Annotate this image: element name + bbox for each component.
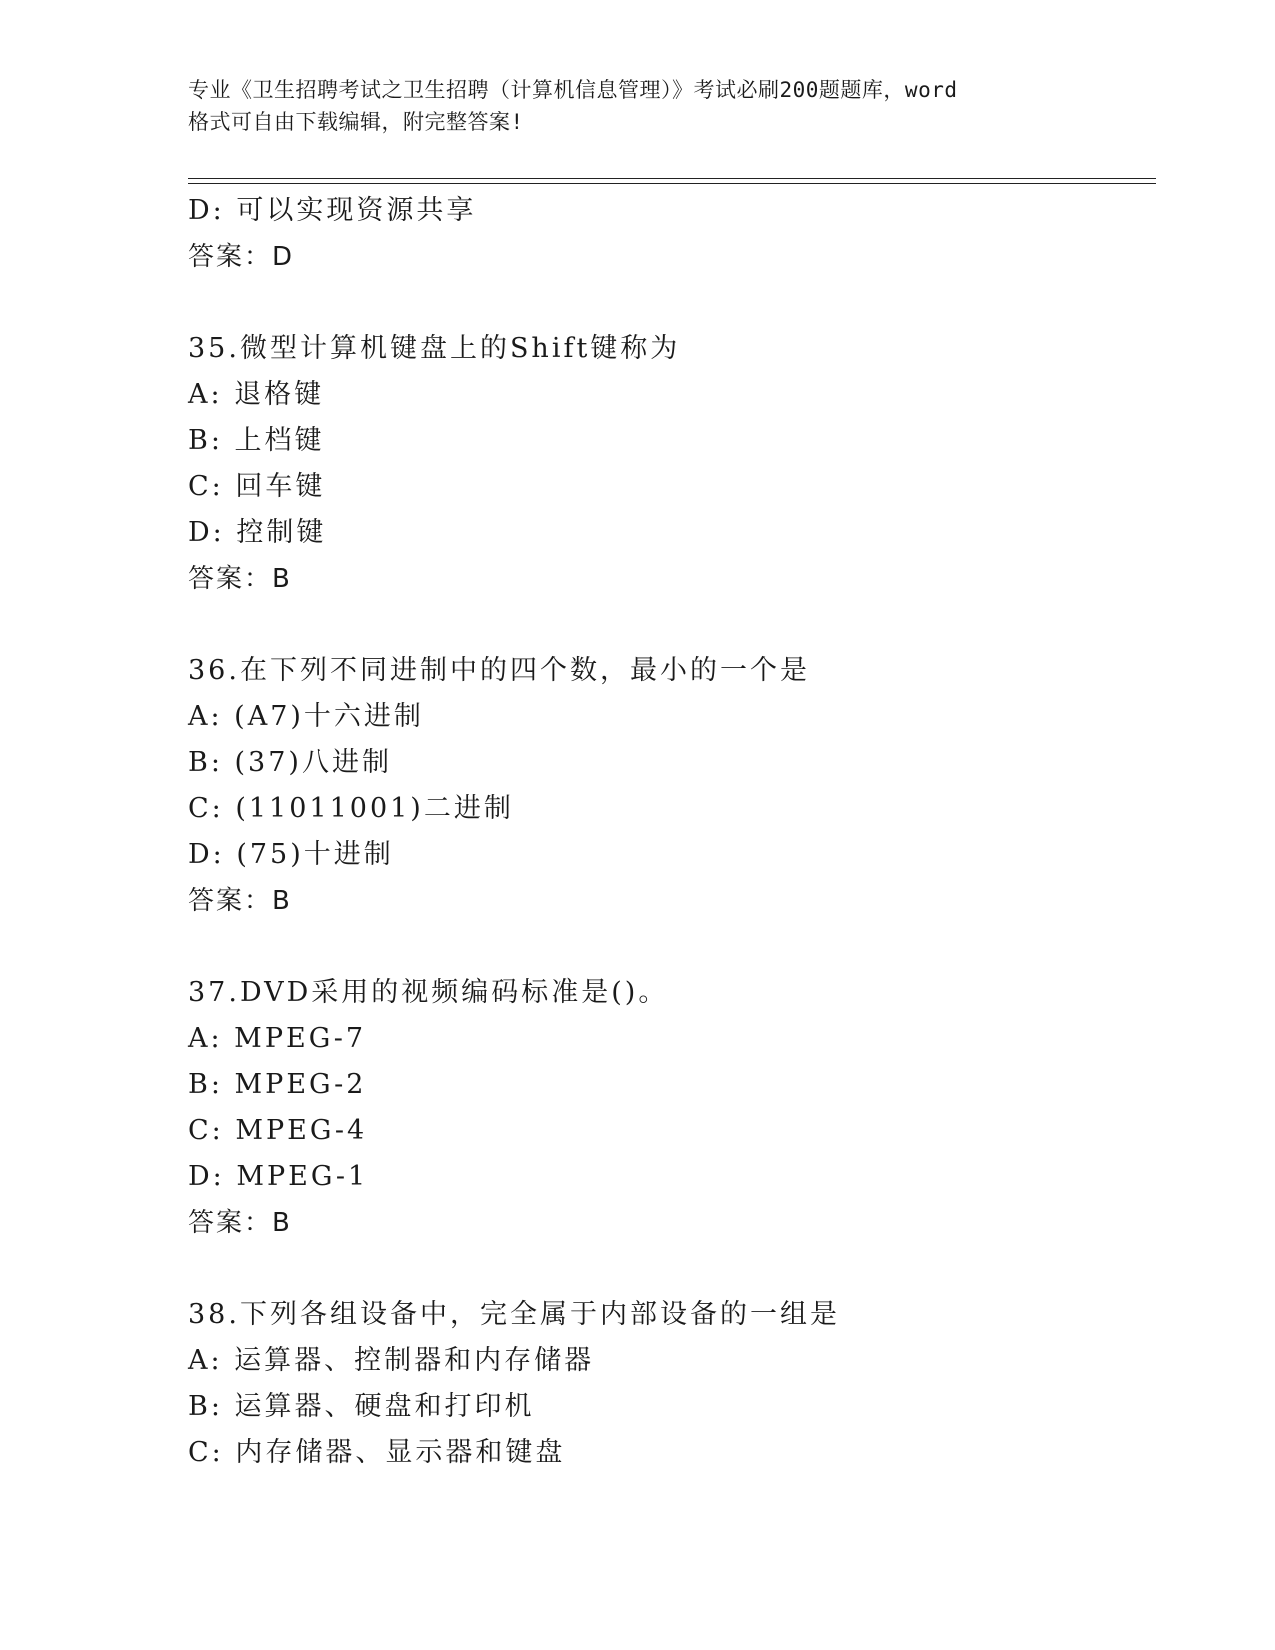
header-divider-bottom — [188, 183, 1156, 184]
answer-line: 答案：B — [188, 886, 292, 916]
option-b: B: 上档键 — [188, 425, 325, 456]
header-divider-top — [188, 178, 1156, 179]
document-header — [188, 74, 1088, 138]
question-block — [188, 648, 1148, 924]
spacer — [188, 280, 1148, 326]
option-a: A: (A7)十六进制 — [188, 701, 424, 732]
option-d: D: MPEG-1 — [188, 1161, 369, 1192]
option-c: C: 内存储器、显示器和键盘 — [188, 1437, 566, 1468]
question-list — [188, 188, 1148, 1476]
answer-line: 答案：B — [188, 564, 292, 594]
answer-line: 答案：D — [188, 242, 295, 272]
option-c: C: (11011001)二进制 — [188, 793, 514, 824]
option-b: B: MPEG-2 — [188, 1069, 367, 1100]
question-title: 35.微型计算机键盘上的Shift键称为 — [188, 333, 681, 364]
option-b: B: 运算器、硬盘和打印机 — [188, 1391, 535, 1422]
option-d: D: 可以实现资源共享 — [188, 195, 477, 226]
option-a: A: MPEG-7 — [188, 1023, 367, 1054]
question-block — [188, 326, 1148, 602]
option-b: B: (37)八进制 — [188, 747, 392, 778]
spacer — [188, 602, 1148, 648]
option-a: A: 退格键 — [188, 379, 325, 410]
option-d: D: 控制键 — [188, 517, 327, 548]
option-a: A: 运算器、控制器和内存储器 — [188, 1345, 595, 1376]
spacer — [188, 924, 1148, 970]
option-c: C: 回车键 — [188, 471, 326, 502]
question-title: 38.下列各组设备中，完全属于内部设备的一组是 — [188, 1299, 840, 1330]
question-block — [188, 188, 1148, 280]
question-block — [188, 1292, 1148, 1476]
question-title: 37.DVD采用的视频编码标准是()。 — [188, 977, 669, 1008]
option-c: C: MPEG-4 — [188, 1115, 368, 1146]
answer-line: 答案：B — [188, 1208, 292, 1238]
spacer — [188, 1246, 1148, 1292]
option-d: D: (75)十进制 — [188, 839, 394, 870]
header-line-1: 专业《卫生招聘考试之卫生招聘（计算机信息管理）》考试必刷200题题库，word — [188, 78, 958, 102]
header-line-2: 格式可自由下载编辑，附完整答案! — [188, 110, 524, 134]
question-block — [188, 970, 1148, 1246]
question-title: 36.在下列不同进制中的四个数，最小的一个是 — [188, 655, 810, 686]
